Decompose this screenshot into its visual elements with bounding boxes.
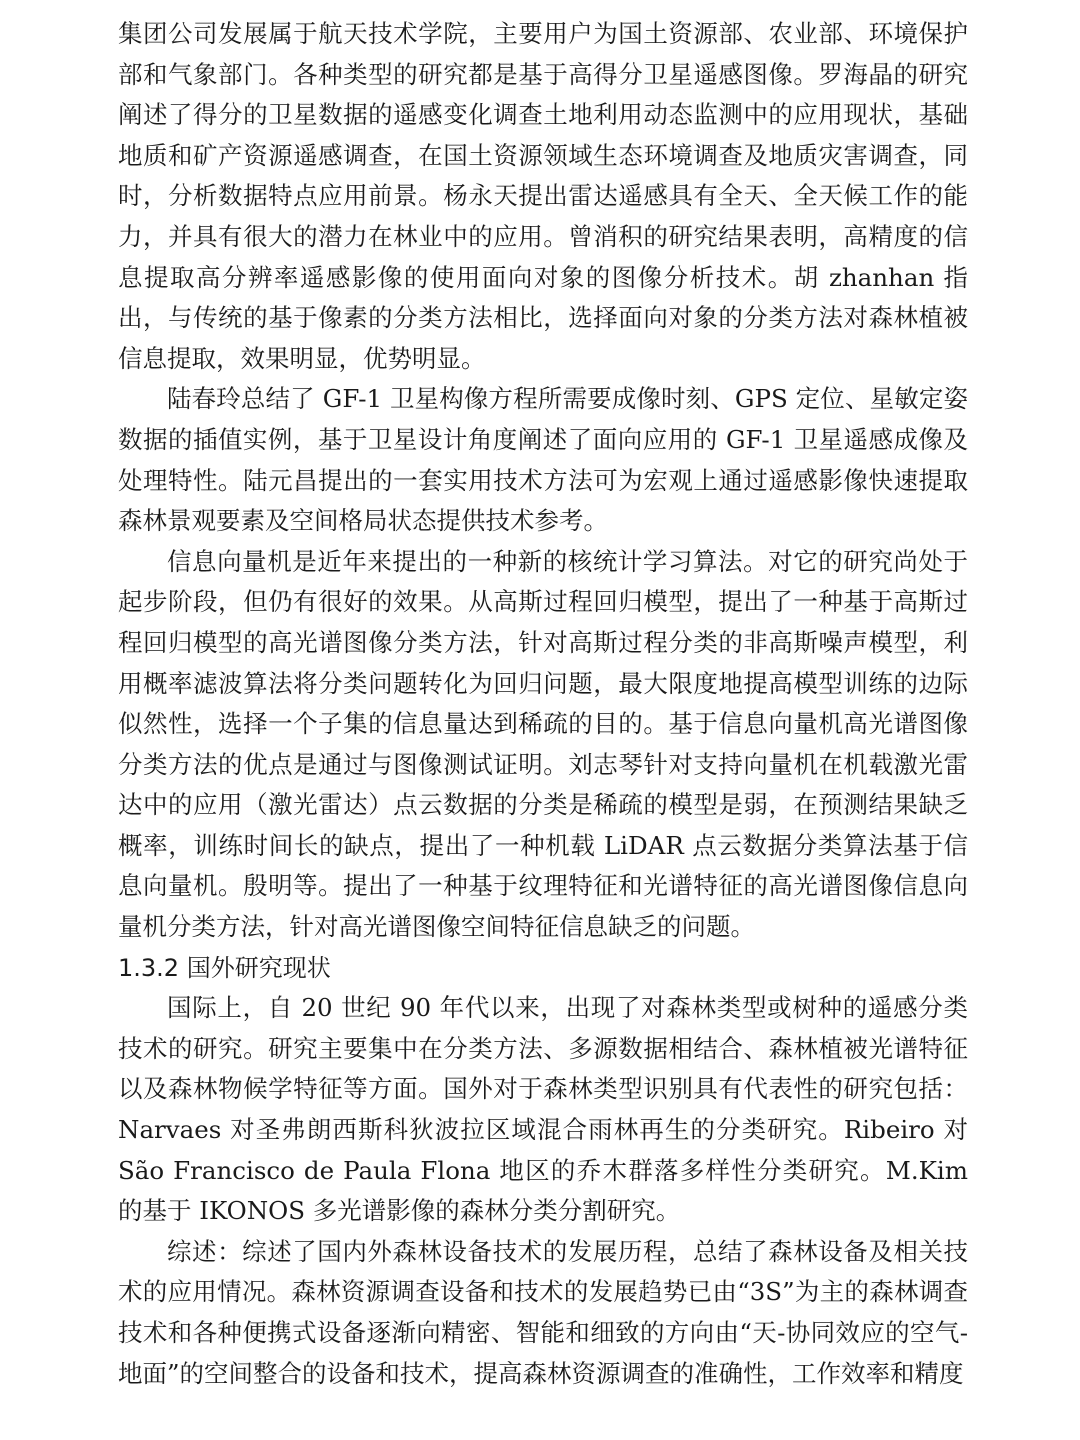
- paragraph-gf1: 陆春玲总结了 GF-1 卫星构像方程所需要成像时刻、GPS 定位、星敏定姿数据的插值实例，基于卫星设计角度阐述了面向应用的 GF-1 卫星遥感成像及处理特性。陆元昌提出的一套实用技术方法可为宏观上通过遥感影像快速提取森林景观要素及空间格局状态提供技术参考。: [118, 384, 968, 536]
- paragraph-international: 国际上，自 20 世纪 90 年代以来，出现了对森林类型或树种的遥感分类技术的研究。研究主要集中在分类方法、多源数据相结合、森林植被光谱特征以及森林物候学特征等方面。国外对于森林类型识别具有代表性的研究包括：Narvaes 对圣弗朗西斯科狄波拉区域混合雨林再生的分类研究。Ribeiro 对 São Francisco de Paula Flona 地区的乔木群落多样性分类研究。M.Kim 的基于 IKONOS 多光谱影像的森林分类分割研究。: [118, 993, 968, 1226]
- paragraph-intro: 集团公司发展属于航天技术学院，主要用户为国土资源部、农业部、环境保护部和气象部门。各种类型的研究都是基于高得分卫星遥感图像。罗海晶的研究阐述了得分的卫星数据的遥感变化调查土地利用动态监测中的应用现状，基础地质和矿产资源遥感调查，在国土资源领域生态环境调查及地质灾害调查，同时，分析数据特点应用前景。杨永天提出雷达遥感具有全天、全天候工作的能力，并具有很大的潜力在林业中的应用。曾消积的研究结果表明，高精度的信息提取高分辨率遥感影像的使用面向对象的图像分析技术。胡 zhanhan 指出，与传统的基于像素的分类方法相比，选择面向对象的分类方法对森林植被信息提取，效果明显，优势明显。: [118, 19, 968, 373]
- section-heading: 1.3.2 国外研究现状: [118, 953, 331, 982]
- paragraph-summary: 综述：综述了国内外森林设备技术的发展历程，总结了森林设备及相关技术的应用情况。森林资源调查设备和技术的发展趋势已由“3S”为主的森林调查技术和各种便携式设备逐渐向精密、智能和细致的方向由“天-协同效应的空气-地面”的空间整合的设备和技术，提高森林资源调查的准确性，工作效率和精度: [118, 1236, 968, 1388]
- paragraph-ivm: 信息向量机是近年来提出的一种新的核统计学习算法。对它的研究尚处于起步阶段，但仍有很好的效果。从高斯过程回归模型，提出了一种基于高斯过程回归模型的高光谱图像分类方法，针对高斯过程分类的非高斯噪声模型，利用概率滤波算法将分类问题转化为回归问题，最大限度地提高模型训练的边际似然性，选择一个子集的信息量达到稀疏的目的。基于信息向量机高光谱图像分类方法的优点是通过与图像测试证明。刘志琴针对支持向量机在机载激光雷达中的应用（激光雷达）点云数据的分类是稀疏的模型是弱，在预测结果缺乏概率，训练时间长的缺点，提出了一种机载 LiDAR 点云数据分类算法基于信息向量机。殷明等。提出了一种基于纹理特征和光谱特征的高光谱图像信息向量机分类方法，针对高光谱图像空间特征信息缺乏的问题。: [118, 546, 968, 942]
